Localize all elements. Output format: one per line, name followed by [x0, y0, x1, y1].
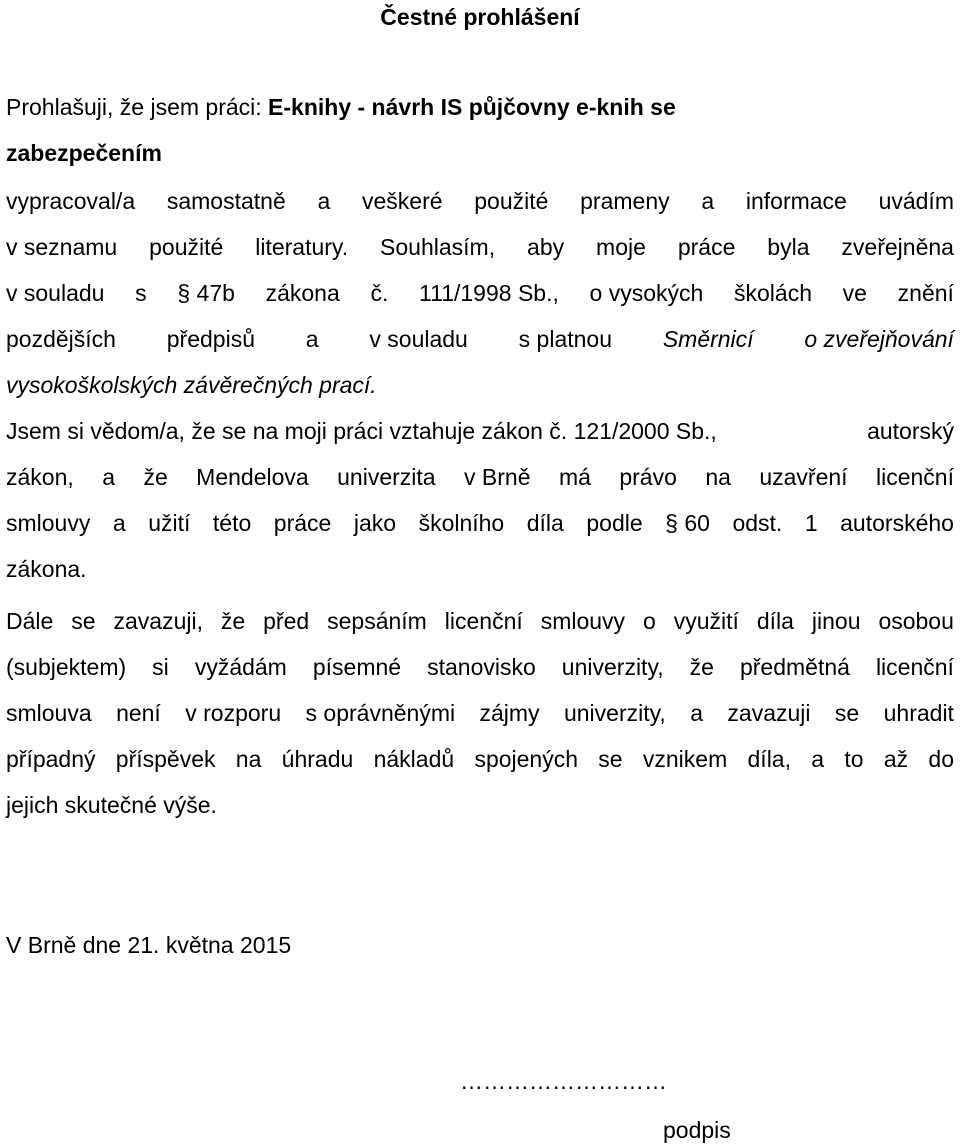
word-italic: Směrnicí	[662, 326, 754, 352]
page-title: Čestné prohlášení	[380, 4, 580, 30]
word: o vysokých	[589, 280, 704, 306]
word: sepsáním	[327, 608, 427, 634]
word: 1	[804, 510, 818, 536]
word: ve	[842, 280, 867, 306]
intro-paragraph	[6, 84, 954, 176]
word: má	[558, 464, 591, 490]
word: a	[701, 188, 715, 214]
word: samostatně	[166, 188, 286, 214]
word: smlouvy	[6, 510, 91, 536]
word: zákona	[265, 280, 340, 306]
word: a	[102, 464, 115, 490]
p2-line-1	[6, 408, 954, 454]
word: nákladů	[373, 746, 455, 772]
word: o	[643, 608, 656, 634]
word: díla	[526, 510, 564, 536]
word-italic: o zveřejňování	[804, 326, 954, 352]
word: 111/1998 Sb.,	[419, 280, 559, 306]
word: to	[844, 746, 864, 772]
word: univerzity,	[561, 654, 664, 680]
word: školách	[734, 280, 812, 306]
word: se	[598, 746, 623, 772]
date-line: V Brně dne 21. května 2015	[6, 932, 292, 958]
word: si	[152, 654, 169, 680]
word: podle	[586, 510, 643, 536]
word: užití	[148, 510, 191, 536]
word: úhradu	[281, 746, 354, 772]
word: s platnou	[518, 326, 613, 352]
word: § 47b	[177, 280, 235, 306]
p3-line-1	[6, 598, 954, 644]
word: s	[135, 280, 147, 306]
word: a	[811, 746, 825, 772]
word: uvádím	[878, 188, 954, 214]
word: do	[928, 746, 954, 772]
word: stanovisko	[427, 654, 536, 680]
word: odst.	[732, 510, 783, 536]
paragraph-license	[6, 598, 954, 828]
signature-label: podpis	[663, 1117, 731, 1143]
word: na	[235, 746, 262, 772]
word: Dále	[6, 608, 54, 634]
word: autorský	[867, 418, 954, 444]
paragraph-copyright	[6, 408, 954, 592]
word: použité	[149, 234, 224, 260]
word: v rozporu	[185, 700, 282, 726]
word: že	[143, 464, 168, 490]
word: díla	[756, 608, 794, 634]
word: pozdějších	[6, 326, 116, 352]
word: spojených	[474, 746, 579, 772]
p3-line-4	[6, 736, 954, 782]
word: školního	[418, 510, 505, 536]
word: znění	[897, 280, 954, 306]
word: předmětná	[739, 654, 850, 680]
p1-line-3	[6, 270, 954, 316]
word: s oprávněnými	[305, 700, 456, 726]
word: a	[112, 510, 126, 536]
word: informace	[745, 188, 847, 214]
p2-line-2	[6, 454, 954, 500]
p1-line-5: vysokoškolských závěrečných prací.	[6, 372, 377, 398]
word: využití	[673, 608, 739, 634]
word: a	[317, 188, 331, 214]
word: uzavření	[759, 464, 848, 490]
word: § 60	[665, 510, 710, 536]
word: práce	[273, 510, 332, 536]
word: zavazuji	[727, 700, 811, 726]
word: až	[883, 746, 909, 772]
word: příspěvek	[115, 746, 216, 772]
word: vyžádám	[194, 654, 287, 680]
p2-line-3	[6, 500, 954, 546]
word: není	[116, 700, 161, 726]
word: zájmy	[479, 700, 540, 726]
word: prameny	[580, 188, 670, 214]
word: právo	[619, 464, 677, 490]
word: díla,	[747, 746, 791, 772]
word: smlouva	[6, 700, 92, 726]
word: vypracoval/a	[6, 188, 136, 214]
word: zákon,	[6, 464, 74, 490]
p3-line-5: jejich skutečné výše.	[6, 792, 217, 818]
word: univerzita	[337, 464, 436, 490]
word: předpisů	[166, 326, 255, 352]
intro-prefix: Prohlašuji, že jsem práci:	[6, 94, 269, 120]
word: zavazuji,	[113, 608, 203, 634]
word: před	[263, 608, 310, 634]
word: v souladu	[6, 280, 105, 306]
word: v souladu	[369, 326, 468, 352]
intro-line-1	[6, 84, 954, 130]
word: č.	[370, 280, 389, 306]
word: moje	[596, 234, 646, 260]
word: Mendelova	[196, 464, 309, 490]
word: autorského	[840, 510, 954, 536]
word: že	[689, 654, 714, 680]
word: se	[71, 608, 96, 634]
word: a	[690, 700, 703, 726]
word: univerzity,	[563, 700, 666, 726]
word: zveřejněna	[841, 234, 954, 260]
paragraph-originality	[6, 178, 954, 408]
word: vznikem	[642, 746, 728, 772]
thesis-title-part-1: E-knihy - návrh IS půjčovny e-knih se	[268, 94, 676, 120]
word: této	[212, 510, 252, 536]
word: osobou	[878, 608, 954, 634]
word: jinou	[811, 608, 861, 634]
word: licenční	[876, 464, 954, 490]
thesis-title-part-2: zabezpečením	[6, 140, 162, 166]
word: literatury.	[255, 234, 349, 260]
word: smlouvy	[540, 608, 626, 634]
word: případný	[6, 746, 96, 772]
word: písemné	[312, 654, 402, 680]
word: jako	[353, 510, 397, 536]
word: veškeré	[361, 188, 443, 214]
p1-line-4	[6, 316, 954, 362]
word: licenční	[444, 608, 523, 634]
word: Jsem si vědom/a, že se na moji práci vztahuje zákon č. 121/2000 Sb.,	[6, 418, 717, 444]
word: uhradit	[883, 700, 954, 726]
p1-line-2	[6, 224, 954, 270]
word: a	[305, 326, 319, 352]
word: licenční	[875, 654, 954, 680]
word: byla	[767, 234, 810, 260]
p3-line-3	[6, 690, 954, 736]
p3-line-2	[6, 644, 954, 690]
word: se	[834, 700, 860, 726]
word: Souhlasím,	[380, 234, 496, 260]
word: v seznamu	[6, 234, 118, 260]
p1-line-1	[6, 178, 954, 224]
word: práce	[677, 234, 736, 260]
word: v Brně	[464, 464, 531, 490]
word: aby	[527, 234, 565, 260]
p2-line-4: zákona.	[6, 556, 87, 582]
word: použité	[474, 188, 549, 214]
signature-line: ………………………	[460, 1068, 667, 1094]
word: že	[220, 608, 246, 634]
word: (subjektem)	[6, 654, 127, 680]
word: na	[705, 464, 731, 490]
